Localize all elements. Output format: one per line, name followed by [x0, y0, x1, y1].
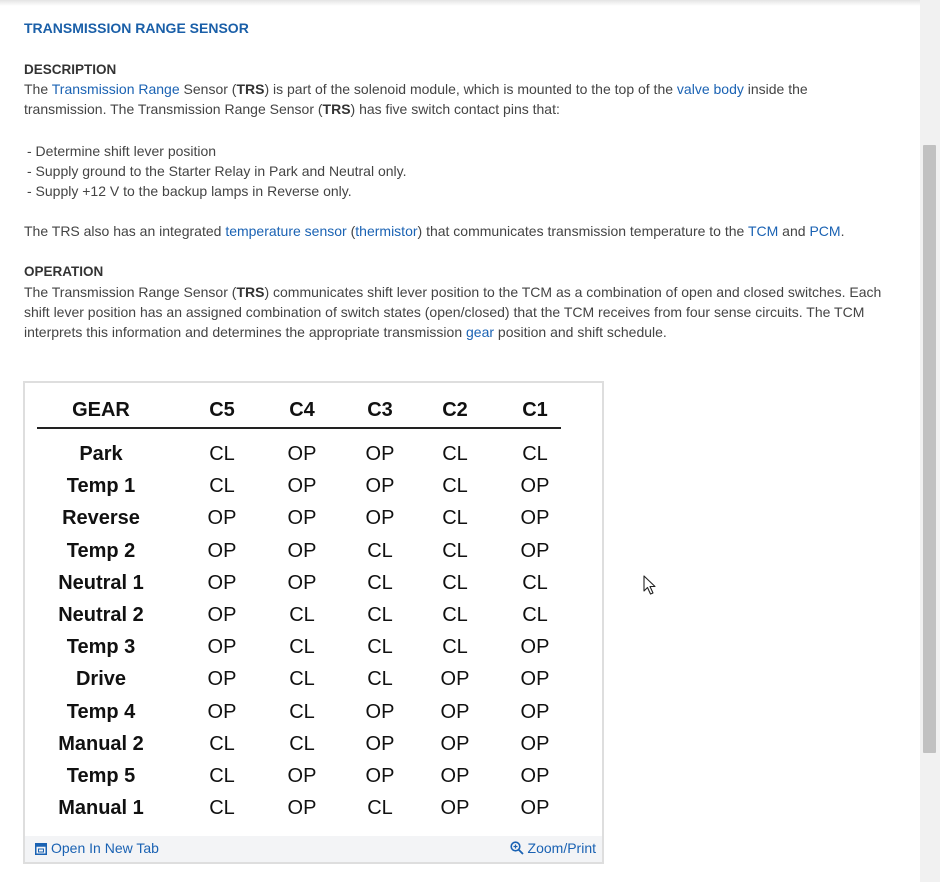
switch-state-cell: OP — [520, 636, 550, 659]
bullet-item: - Determine shift lever position — [27, 143, 217, 159]
switch-state-cell: OP — [287, 765, 317, 787]
text: interprets this information and determines the appropriate transmission — [24, 324, 466, 340]
switch-state-cell: OP — [440, 797, 470, 820]
gear-name-cell: Drive — [75, 668, 127, 691]
switch-state-cell: OP — [287, 475, 317, 498]
switch-state-cell: CL — [289, 700, 315, 723]
switch-state-cell: OP — [287, 539, 317, 562]
gear-name-cell: Reverse — [62, 507, 140, 530]
switch-state-cell: OP — [520, 507, 550, 530]
link-transmission-range[interactable]: Transmission Range — [51, 81, 180, 97]
switch-state-cell: OP — [207, 604, 237, 626]
gear-name-cell: Park — [79, 443, 123, 465]
switch-state-cell: OP — [365, 765, 395, 787]
table-header-cell: C5 — [209, 399, 235, 421]
switch-state-cell: OP — [520, 700, 550, 723]
abbr-trs: TRS — [236, 81, 265, 97]
switch-state-cell: OP — [520, 539, 550, 562]
switch-state-cell: OP — [207, 507, 237, 530]
bullet-item: - Supply ground to the Starter Relay in Park and Neutral only. — [27, 163, 407, 179]
switch-state-cell: CL — [289, 604, 315, 626]
switch-state-cell: CL — [522, 571, 548, 594]
gear-name-cell: Neutral 2 — [58, 604, 144, 626]
link-valve-body[interactable]: valve body — [676, 81, 744, 97]
gear-name-cell: Manual 1 — [58, 797, 144, 820]
switch-state-cell: CL — [367, 571, 393, 594]
zoom-icon — [510, 841, 524, 855]
switch-state-cell: OP — [287, 443, 317, 465]
text: The TRS also has an integrated — [24, 223, 226, 239]
switch-state-cell: CL — [522, 604, 548, 626]
switch-state-cell: CL — [289, 732, 315, 755]
table-header-cell: C3 — [367, 399, 393, 421]
text: ( — [346, 223, 356, 239]
switch-state-cell: OP — [207, 636, 237, 659]
switch-state-cell: OP — [365, 443, 395, 465]
switch-state-cell: OP — [207, 571, 237, 594]
gear-table-card — [23, 381, 604, 864]
text: The Transmission Range Sensor ( — [24, 284, 237, 300]
image-footer — [25, 836, 602, 862]
switch-state-cell: OP — [207, 539, 237, 562]
gear-name-cell: Temp 1 — [66, 475, 136, 498]
switch-state-cell: CL — [209, 732, 235, 755]
switch-state-cell: CL — [209, 797, 235, 820]
top-shadow — [0, 0, 920, 6]
switch-state-cell: CL — [442, 571, 468, 594]
description-paragraph-1 — [24, 79, 904, 119]
switch-state-cell: CL — [289, 636, 315, 659]
text: ) is part of the solenoid module, which is mounted to the top of the — [264, 81, 677, 97]
switch-state-cell: OP — [207, 668, 237, 691]
switch-state-cell: OP — [365, 475, 395, 498]
switch-state-cell: CL — [367, 636, 393, 659]
switch-state-cell: OP — [287, 797, 317, 820]
switch-state-cell: CL — [442, 539, 468, 562]
gear-name-cell: Temp 5 — [66, 765, 136, 787]
switch-state-cell: OP — [440, 700, 470, 723]
link-tcm[interactable]: TCM — [747, 223, 779, 239]
switch-state-cell: CL — [522, 443, 548, 465]
text: transmission. The Transmission Range Sensor ( — [24, 101, 323, 117]
description-paragraph-2 — [24, 221, 904, 241]
link-gear[interactable]: gear — [466, 324, 495, 340]
switch-state-cell: OP — [520, 797, 550, 820]
description-heading: DESCRIPTION — [24, 62, 117, 77]
text: position and shift schedule. — [494, 324, 667, 340]
gear-name-cell: Temp 2 — [66, 539, 136, 562]
text: Sensor ( — [179, 81, 237, 97]
switch-state-cell: CL — [209, 475, 235, 498]
link-temperature-sensor[interactable]: temperature sensor — [225, 223, 347, 239]
switch-state-cell: OP — [287, 507, 317, 530]
bullet-item: - Supply +12 V to the backup lamps in Reverse only. — [27, 183, 352, 199]
switch-state-cell: OP — [520, 475, 550, 498]
abbr-trs: TRS — [322, 101, 351, 117]
switch-state-cell: CL — [209, 443, 235, 465]
operation-heading: OPERATION — [24, 264, 104, 279]
text: and — [778, 223, 810, 239]
text: . — [840, 223, 845, 239]
open-new-tab-icon — [35, 843, 47, 855]
link-thermistor[interactable]: thermistor — [355, 223, 418, 239]
page-title: TRANSMISSION RANGE SENSOR — [24, 20, 249, 36]
text: The — [24, 81, 52, 97]
switch-state-cell: OP — [520, 668, 550, 691]
switch-state-cell: OP — [287, 571, 317, 594]
table-header-cell: C2 — [442, 399, 468, 421]
zoom-print-label: Zoom/Print — [527, 840, 596, 856]
switch-state-cell: OP — [440, 765, 470, 787]
switch-state-cell: OP — [365, 507, 395, 530]
switch-state-cell: CL — [442, 636, 468, 659]
gear-name-cell: Temp 3 — [66, 636, 136, 659]
switch-state-cell: OP — [520, 732, 550, 755]
text: ) communicates shift lever position to the TCM as a combination of open and closed switches. Each — [264, 284, 882, 300]
gear-name-cell: Neutral 1 — [58, 571, 144, 594]
table-header-cell: C4 — [289, 399, 315, 421]
switch-state-cell: CL — [367, 604, 393, 626]
open-in-new-tab-label: Open In New Tab — [51, 840, 159, 856]
zoom-print-link[interactable] — [510, 840, 596, 856]
switch-state-cell: CL — [442, 475, 468, 498]
table-header-cell: GEAR — [72, 399, 130, 421]
abbr-trs: TRS — [236, 284, 265, 300]
table-header-cell: C1 — [522, 399, 548, 421]
switch-state-cell: OP — [365, 700, 395, 723]
switch-state-cell: OP — [440, 668, 470, 691]
text: ) has five switch contact pins that: — [350, 101, 560, 117]
switch-state-cell: CL — [367, 539, 393, 562]
switch-state-cell: OP — [440, 732, 470, 755]
switch-state-cell: OP — [520, 765, 550, 787]
text: shift lever position has an assigned combination of switch states (open/closed) that the TCM receives from four sense circuits. The TCM — [24, 304, 865, 320]
switch-state-cell: CL — [442, 443, 468, 465]
mouse-pointer-icon — [643, 575, 657, 596]
switch-state-cell: OP — [207, 700, 237, 723]
gear-name-cell: Manual 2 — [58, 732, 144, 755]
switch-state-cell: CL — [367, 668, 393, 691]
gear-name-cell: Temp 4 — [66, 700, 136, 723]
open-in-new-tab-link[interactable] — [35, 840, 159, 856]
scrollbar-thumb[interactable] — [923, 145, 936, 753]
switch-state-cell: OP — [365, 732, 395, 755]
switch-state-cell: CL — [289, 668, 315, 691]
switch-state-cell: CL — [442, 604, 468, 626]
text: ) that communicates transmission temperature to the — [417, 223, 748, 239]
switch-state-cell: CL — [442, 507, 468, 530]
switch-state-cell: CL — [367, 797, 393, 820]
switch-state-cell: CL — [209, 765, 235, 787]
link-pcm[interactable]: PCM — [809, 223, 841, 239]
operation-paragraph — [24, 282, 904, 342]
text: inside the — [743, 81, 808, 97]
